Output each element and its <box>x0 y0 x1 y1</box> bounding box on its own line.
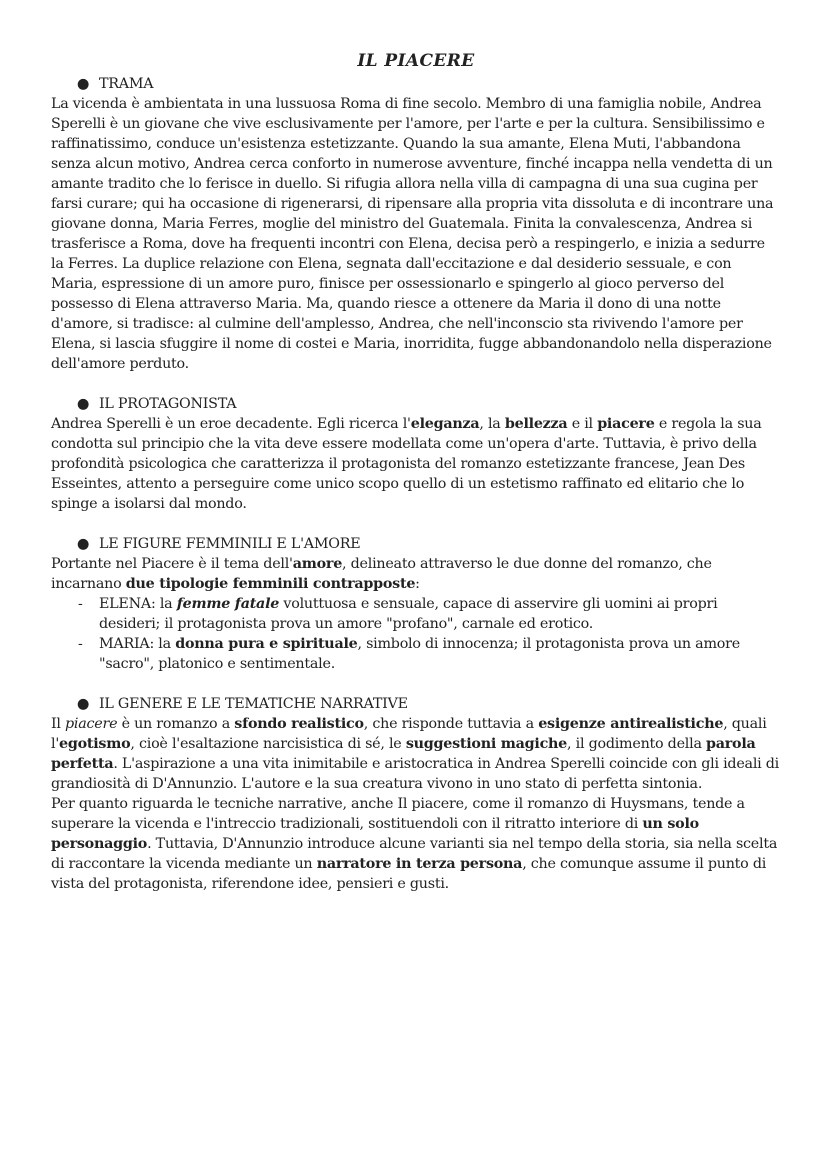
genere-paragraph-1: Il piacere è un romanzo a sfondo realistico, che risponde tuttavia a esigenze antirealistiche, quali l'egotismo, cioè l'esaltazione narcisistica di sé, le suggestioni magiche, il godimento della parola perfetta. L'aspirazione a una vita inimitabile e aristocratica in Andrea Sperelli coincide con gli ideali di grandiosità di D'Annunzio. L'autore e la sua creatura vivono in uno stato di perfetta sintonia. <box>51 716 779 792</box>
figure-paragraph: Portante nel Piacere è il tema dell'amore, delineato attraverso le due donne del romanzo, che incarnano due tipologie femminili contrapposte: <box>51 556 712 592</box>
heading-text: IL GENERE E LE TEMATICHE NARRATIVE <box>99 696 408 712</box>
heading-text: TRAMA <box>99 76 154 92</box>
heading-text: LE FIGURE FEMMINILI E L'AMORE <box>99 536 361 552</box>
section-heading-figure <box>51 534 781 554</box>
bullet-icon: ● <box>77 536 90 552</box>
trama-paragraph: La vicenda è ambientata in una lussuosa Roma di fine secolo. Membro di una famiglia nobile, Andrea Sperelli è un giovane che vive esclusivamente per l'amore, per l'arte e per la cultura. Sensibilissimo e raffinatissimo, conduce un'esistenza estetizzante. Quando la sua amante, Elena Muti, l'abbandona senza alcun motivo, Andrea cerca conforto in numerose avventure, finché incappa nella vendetta di un amante tradito che lo ferisce in duello. Si rifugia allora nella villa di campagna di una sua cugina per farsi curare; qui ha occasione di rigenerarsi, di ripensare alla propria vita dissoluta e di incontrare una giovane donna, Maria Ferres, moglie del ministro del Guatemala. Finita la convalescenza, Andrea si trasferisce a Roma, dove ha frequenti incontri con Elena, decisa però a respingerlo, e inizia a sedurre la Ferres. La duplice relazione con Elena, segnata dall'eccitazione e dal desiderio sessuale, e con Maria, espressione di un amore puro, finisce per ossessionarlo e spingerlo al gioco perverso del possesso di Elena attraverso Maria. Ma, quando riesce a ottenere da Maria il dono di una notte d'amore, si tradisce: al culmine dell'amplesso, Andrea, che nell'inconscio sta rivivendo l'amore per Elena, si lascia sfuggire il nome di costei e Maria, inorridita, fugge abbandonandolo nella disperazione dell'amore perduto. <box>51 96 774 372</box>
list-item-elena: - ELENA: la femme fatale voluttuosa e sensuale, capace di asservire gli uomini ai propri desideri; il protagonista prova un amore "profano", carnale ed erotico. <box>78 596 718 632</box>
bullet-icon: ● <box>77 76 90 92</box>
section-heading-trama <box>51 74 781 94</box>
section-heading-protagonista <box>51 394 781 414</box>
heading-text: IL PROTAGONISTA <box>99 396 237 412</box>
genere-paragraph-2: Per quanto riguarda le tecniche narrative, anche Il piacere, come il romanzo di Huysmans, tende a superare la vicenda e l'intreccio tradizionali, sostituendoli con il ritratto interiore di un solo personaggio. Tuttavia, D'Annunzio introduce alcune varianti sia nel tempo della storia, sia nella scelta di raccontare la vicenda mediante un narratore in terza persona, che comunque assume il punto di vista del protagonista, riferendone idee, pensieri e gusti. <box>51 796 778 892</box>
dash-marker: - <box>78 636 83 652</box>
page-title: IL PIACERE <box>357 51 475 71</box>
bullet-icon: ● <box>77 696 90 712</box>
list-item-maria: - MARIA: la donna pura e spirituale, simbolo di innocenza; il protagonista prova un amore "sacro", platonico e sentimentale. <box>78 636 740 672</box>
bullet-icon: ● <box>77 396 90 412</box>
protagonista-paragraph: Andrea Sperelli è un eroe decadente. Egli ricerca l'eleganza, la bellezza e il piacere e regola la sua condotta sul principio che la vita deve essere modellata come un'opera d'arte. Tuttavia, è privo della profondità psicologica che caratterizza il protagonista del romanzo estetizzante francese, Jean Des Esseintes, attento a perseguire come unico scopo quello di un estetismo raffinato ed elitario che lo spinge a isolarsi dal mondo. <box>51 416 762 512</box>
dash-marker: - <box>78 596 83 612</box>
document-page <box>51 50 781 894</box>
section-heading-genere <box>51 694 781 714</box>
